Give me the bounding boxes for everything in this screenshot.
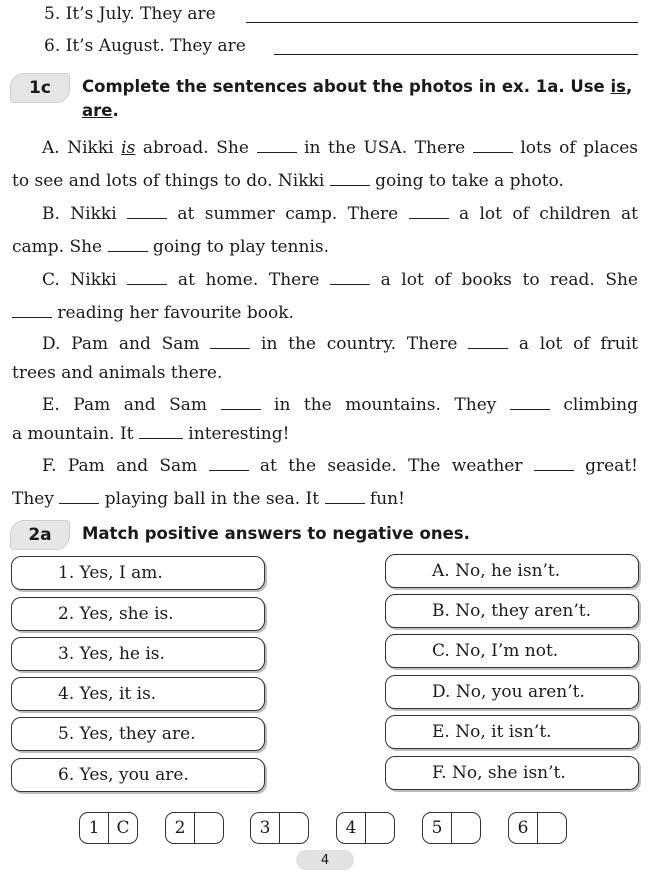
answer-box-4-number: 4 [345,818,357,838]
paragraph-d [12,330,638,388]
title-end: . [112,101,119,120]
answer-box-6-number: 6 [517,818,529,838]
para-f-line2b: playing ball in the sea. It [99,489,325,509]
blank-e1[interactable] [221,395,261,410]
answer-box-4-letter[interactable] [365,813,394,843]
negative-answer-b-text: B. No, they aren’t. [432,601,591,621]
task-title-2a: Match positive answers to negative ones. [82,524,470,543]
para-f-t1: F. Pam and Sam [42,456,209,476]
blank-a1[interactable] [257,138,297,153]
negative-answer-d[interactable] [385,675,639,709]
para-d-t1: D. Pam and Sam [42,334,211,354]
para-f-line2c: fun! [364,489,405,509]
para-c-t1: C. Nikki [42,270,128,290]
answer-box-5[interactable] [422,812,481,844]
answer-box-2[interactable] [165,812,224,844]
blank-b2[interactable] [409,204,449,219]
positive-answer-5-text: 5. Yes, they are. [58,724,196,744]
answer-box-5-number: 5 [431,818,443,838]
para-a-line2a: to see and lots of things to do. Nikki [12,171,330,191]
para-b-t3: a lot of children at [448,204,638,224]
positive-answer-6-text: 6. Yes, you are. [58,765,189,785]
negative-answer-a[interactable] [385,554,639,588]
answer-box-4[interactable] [336,812,395,844]
blank-f1[interactable] [209,456,249,471]
blank-e2[interactable] [510,395,550,410]
paragraph-e [12,391,638,449]
positive-answer-5[interactable] [11,717,265,751]
task-title-1c [82,75,642,123]
answer-box-6-letter[interactable] [537,813,566,843]
answer-box-5-letter[interactable] [451,813,480,843]
answer-box-2-number: 2 [174,818,186,838]
blank-b3[interactable] [108,237,148,252]
paragraph-b [12,198,638,264]
blank-e3[interactable] [139,424,183,439]
negative-answer-a-text: A. No, he isn’t. [432,561,561,581]
positive-answer-3[interactable] [11,637,265,671]
para-f-t3: great! [573,456,638,476]
para-e-line2a: a mountain. It [12,424,139,444]
blank-f3[interactable] [59,489,99,504]
negative-answer-e[interactable] [385,715,639,749]
blank-c3[interactable] [12,303,52,318]
para-a-t4: lots of places [512,138,639,158]
separator: , [625,77,633,96]
paragraph-c [12,264,638,330]
para-a-t3: in the USA. There [296,138,473,158]
blank-b1[interactable] [127,204,167,219]
blank-c2[interactable] [330,270,370,285]
answer-box-6[interactable] [508,812,567,844]
para-c-line2b: reading her favourite book. [52,303,294,323]
answer-box-1[interactable] [79,812,138,844]
answer-box-3[interactable] [250,812,309,844]
para-c-t2: at home. There [167,270,330,290]
answer-line-5[interactable] [246,8,638,23]
answer-box-1-number: 1 [88,818,100,838]
page-number: 4 [296,850,354,870]
blank-a2[interactable] [473,138,513,153]
answer-box-3-number: 3 [259,818,271,838]
negative-answer-c[interactable] [385,634,639,668]
paragraph-f [12,450,638,516]
task-badge-2a: 2a [10,520,70,550]
para-e-line2b: interesting! [182,424,290,444]
para-e-t1: E. Pam and Sam [42,395,221,415]
positive-answer-4[interactable] [11,677,265,711]
positive-answer-2-text: 2. Yes, she is. [58,604,174,624]
negative-answer-d-text: D. No, you aren’t. [432,682,585,702]
negative-answer-e-text: E. No, it isn’t. [432,722,552,742]
positive-answer-6[interactable] [11,758,265,792]
para-a-t2: abroad. She [135,138,257,158]
sentence-5-text: 5. It’s July. They are [44,4,216,24]
word-are: are [82,101,113,120]
para-e-t2: in the mountains. They [260,395,510,415]
answer-box-2-letter[interactable] [194,813,223,843]
blank-c1[interactable] [127,270,167,285]
answer-box-1-letter[interactable]: C [108,813,137,843]
blank-a3[interactable] [330,171,370,186]
para-b-t2: at summer camp. There [167,204,409,224]
word-is: is [610,77,626,96]
positive-answer-1-text: 1. Yes, I am. [58,563,163,583]
positive-answer-3-text: 3. Yes, he is. [58,644,165,664]
para-d-line2: trees and animals there. [12,363,223,383]
para-c-t3: a lot of books to read. She [369,270,638,290]
para-d-t3: a lot of fruit [508,334,638,354]
para-b-line2a: camp. She [12,237,108,257]
negative-answer-f-text: F. No, she isn’t. [432,763,566,783]
positive-answer-2[interactable] [11,597,265,631]
negative-answer-b[interactable] [385,594,639,628]
example-answer-is: is [121,138,136,158]
para-b-t1: B. Nikki [42,204,128,224]
para-e-t3: climbing [549,395,638,415]
answer-box-3-letter[interactable] [279,813,308,843]
para-d-t2: in the country. There [250,334,469,354]
task-badge-1c: 1c [10,73,70,103]
para-f-t2: at the seaside. The weather [248,456,534,476]
blank-d2[interactable] [468,334,508,349]
negative-answer-f[interactable] [385,756,639,790]
paragraph-a [12,132,638,198]
para-b-line2b: going to play tennis. [147,237,330,257]
answer-line-6[interactable] [274,40,638,55]
para-f-line2a: They [12,489,60,509]
para-a-t1: A. Nikki [42,138,122,158]
blank-f2[interactable] [534,456,574,471]
negative-answer-c-text: C. No, I’m not. [432,641,559,661]
sentence-6-text: 6. It’s August. They are [44,36,246,56]
positive-answer-1[interactable] [11,556,265,590]
task-1c-instruction: Complete the sentences about the photos in ex. 1a. Use [82,77,611,96]
positive-answer-4-text: 4. Yes, it is. [58,684,157,704]
blank-f4[interactable] [325,489,365,504]
para-a-line2b: going to take a photo. [369,171,564,191]
blank-d1[interactable] [210,334,250,349]
